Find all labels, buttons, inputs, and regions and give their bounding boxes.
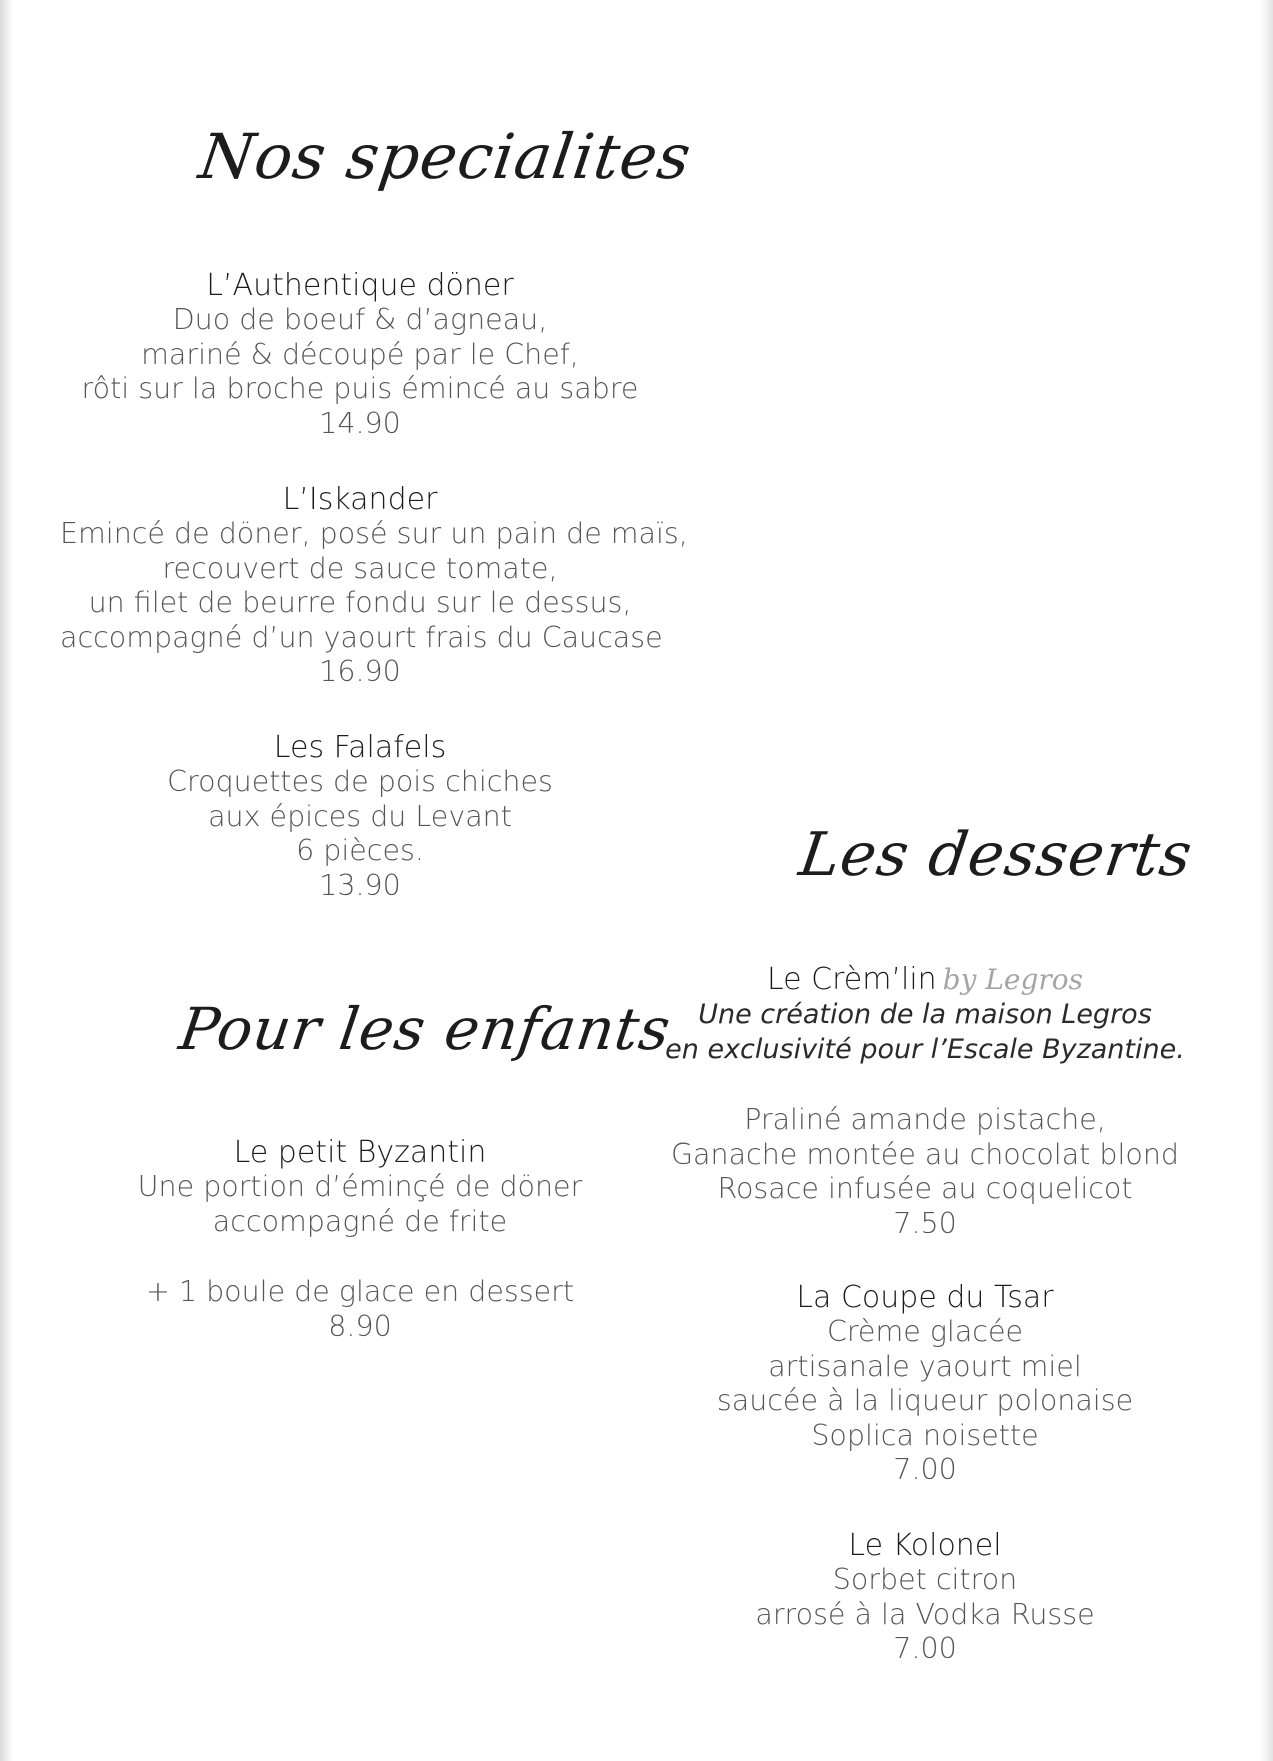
item-tagline: en exclusivité pour l’Escale Byzantine. xyxy=(665,1034,1185,1065)
item-price: 13.90 xyxy=(319,868,401,902)
desserts-section xyxy=(625,962,1225,1067)
item-name: Le petit Byzantin xyxy=(233,1135,487,1170)
item-description: rôti sur la broche puis émincé au sabre xyxy=(81,372,639,406)
item-description: artisanale yaourt miel xyxy=(768,1349,1082,1383)
menu-item-authentique-doner xyxy=(60,268,660,441)
menu-item-cremlin xyxy=(625,962,1225,1067)
item-price: 8.90 xyxy=(328,1309,392,1343)
item-description: arrosé à la Vodka Russe xyxy=(755,1597,1095,1631)
item-description: saucée à la liqueur polonaise xyxy=(716,1384,1134,1418)
item-description: aux épices du Levant xyxy=(208,799,512,833)
item-description: 6 pièces. xyxy=(296,834,424,868)
menu-item-petit-byzantin xyxy=(60,1135,660,1239)
item-tagline: Une création de la maison Legros xyxy=(698,999,1152,1030)
item-description: Soplica noisette xyxy=(811,1418,1039,1452)
menu-item-iskander xyxy=(60,482,688,690)
item-price: 7.00 xyxy=(893,1453,957,1487)
item-price: 7.50 xyxy=(893,1206,957,1240)
specialites-section-3 xyxy=(60,730,660,903)
item-description: un filet de beurre fondu sur le dessus, xyxy=(88,586,632,620)
enfants-section xyxy=(60,1135,660,1239)
item-description: accompagné de frite xyxy=(212,1204,508,1238)
item-description: Croquettes de pois chiches xyxy=(167,765,553,798)
desserts-section-1b xyxy=(625,1103,1225,1241)
item-name: Le Crèm’lin xyxy=(766,962,937,997)
item-name: L’Authentique döner xyxy=(206,268,514,303)
menu-item-coupe-du-tsar xyxy=(625,1280,1225,1488)
item-description: Rosace infusée au coquelicot xyxy=(717,1172,1133,1206)
page-edge-left xyxy=(0,0,14,1761)
item-extra: + 1 boule de glace en dessert xyxy=(145,1275,575,1308)
specialites-section-2 xyxy=(60,482,688,690)
item-price: 7.00 xyxy=(893,1632,957,1666)
item-description: Ganache montée au chocolat blond xyxy=(670,1137,1180,1171)
specialites-section xyxy=(60,268,660,441)
item-description: mariné & découpé par le Chef, xyxy=(141,337,579,371)
desserts-section-2 xyxy=(625,1280,1225,1488)
heading-enfants: Pour les enfants xyxy=(175,995,676,1063)
item-name: La Coupe du Tsar xyxy=(796,1280,1054,1315)
enfants-extra-section xyxy=(60,1275,660,1344)
item-description: Praliné amande pistache, xyxy=(744,1103,1106,1136)
item-description: Sorbet citron xyxy=(832,1563,1018,1596)
item-description: Emincé de döner, posé sur un pain de maïs, xyxy=(60,517,688,550)
item-price: 16.90 xyxy=(319,655,401,689)
page-edge-right xyxy=(1259,0,1273,1761)
menu-item-falafels xyxy=(60,730,660,903)
item-price: 14.90 xyxy=(319,406,401,440)
desserts-section-3 xyxy=(625,1528,1225,1667)
item-name-row xyxy=(625,962,1225,997)
menu-item-kolonel xyxy=(625,1528,1225,1667)
heading-desserts: Les desserts xyxy=(795,820,1197,890)
item-description: recouvert de sauce tomate, xyxy=(162,551,558,585)
item-description: Duo de boeuf & d’agneau, xyxy=(172,303,548,336)
item-description: Crème glacée xyxy=(826,1315,1024,1348)
item-description: Une portion d’éminçé de döner xyxy=(137,1170,583,1203)
heading-specialites: Nos specialites xyxy=(194,120,697,193)
by-legros-signature: by Legros xyxy=(942,963,1084,996)
item-name: Le Kolonel xyxy=(848,1528,1002,1563)
item-name: Les Falafels xyxy=(273,730,447,765)
item-name: L’Iskander xyxy=(282,482,438,517)
item-description: accompagné d’un yaourt frais du Caucase xyxy=(60,620,663,654)
